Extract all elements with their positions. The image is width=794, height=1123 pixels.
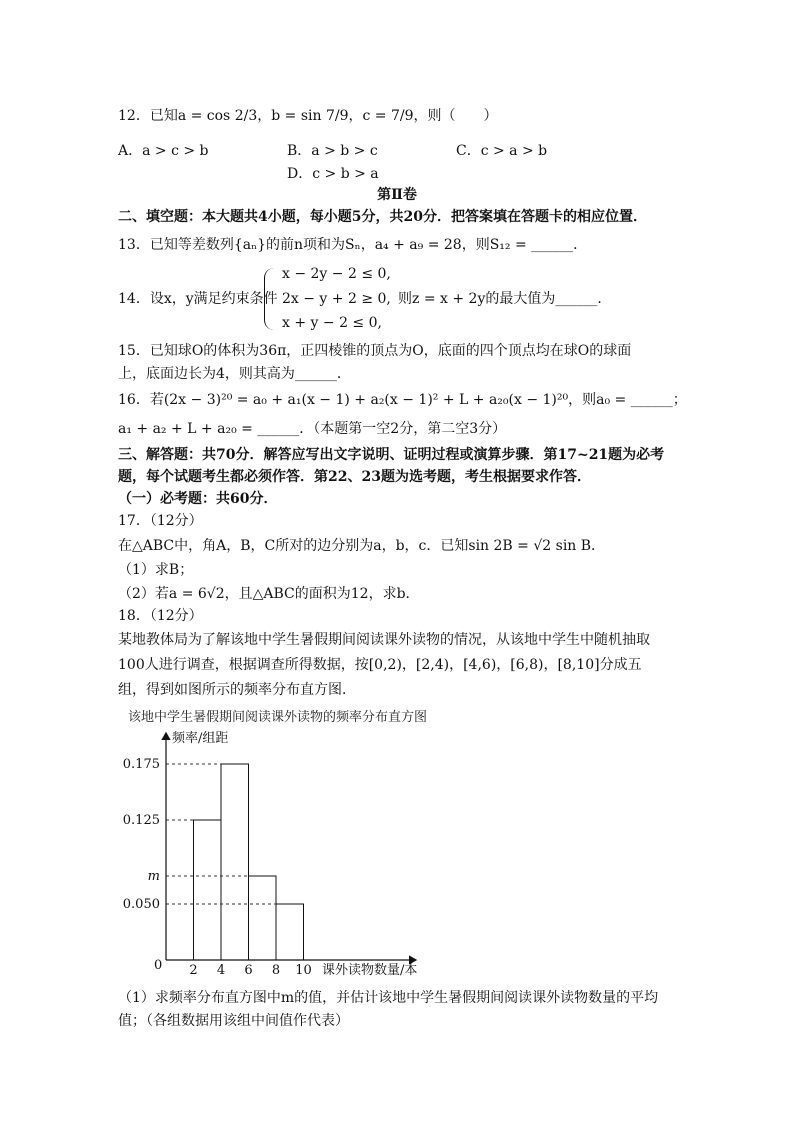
frequency-histogram [118,725,438,980]
part2-title: 第Ⅱ卷 [377,187,417,203]
q12-option-d: D．c > b > a [287,166,379,182]
histogram-bar [194,820,222,960]
y-tick-label: 0.175 [122,757,160,772]
histogram-bar [276,904,304,960]
histogram-bar [221,764,249,960]
x-axis-label: 课外读物数量/本 [322,963,418,978]
q16-line1: 16．若(2x − 3)²⁰ = a₀ + a₁(x − 1) + a₂(x − 1)² + L + a₂₀(x − 1)²⁰，则a₀ = ______； [118,392,687,408]
q18-line1: 某地教体局为了解该地中学生暑假期间阅读课外读物的情况，从该地中学生中随机抽取 [118,632,650,648]
q18-line3: 组，得到如图所示的频率分布直方图． [118,682,356,698]
q12-option-c: C．c > a > b [456,143,548,159]
fill-section-header: 二、填空题：本大题共4小题，每小题5分，共20分．把答案填在答题卡的相应位置． [118,209,647,225]
x-tick-label: 4 [216,963,226,978]
q18-title: 18．（12分） [118,608,203,624]
origin-label: 0 [154,958,163,973]
q18-line2: 100人进行调查，根据调查所得数据，按[0,2)，[2,4)，[4,6)，[6,8)，[8,10]分成五 [118,657,642,673]
q14-constraint-1: x − 2y − 2 ≤ 0, [282,266,391,282]
q17-part1: （1）求B； [118,562,194,578]
q14-constraint-3: x + y − 2 ≤ 0, [282,315,382,331]
q17-part2: （2）若a = 6√2，且△ABC的面积为12，求b． [118,586,420,602]
q14-constraint-2: 2x − y + 2 ≥ 0, [282,291,391,307]
q12-stem: 12．已知a = cos 2/3，b = sin 7/9，c = 7/9，则（ ） [118,108,498,124]
q17-title: 17．（12分） [118,513,203,529]
q14-brace [264,268,279,330]
x-tick-label: 10 [295,963,312,978]
y-tick-label: 0.125 [122,813,160,828]
x-tick-label: 8 [271,963,281,978]
q14-tail: 则z = x + 2y的最大值为______． [398,291,612,307]
y-tick-label: 0.050 [122,897,160,912]
chart-title: 该地中学生暑假期间阅读课外读物的频率分布直方图 [128,710,428,725]
y-tick-label: m [147,869,160,884]
y-axis-label: 频率/组距 [172,731,229,746]
q15-line2: 上，底面边长为4，则其高为______． [118,366,351,382]
q12-option-a: A．a > c > b [118,143,209,159]
histogram-bar [249,876,277,960]
q18-part1-line2: 值；（各组数据用该组中间值作代表） [118,1013,349,1029]
q16-line2: a₁ + a₂ + L + a₂₀ = ______．（本题第一空2分，第二空3分） [118,421,507,437]
x-tick-label: 6 [244,963,253,978]
solve-section-header-line2: 题，每个试题考生都必须作答．第22、23题为选考题，考生根据要求作答． [118,469,591,485]
q12-option-b: B．a > b > c [287,143,378,159]
q13: 13．已知等差数列{aₙ}的前n项和为Sₙ，a₄ + a₉ = 28，则S₁₂ = ______． [118,237,588,253]
q17-stem: 在△ABC中，角A，B，C所对的边分别为a，b，c．已知sin 2B = √2 sin B． [118,538,606,554]
q18-part1-line1: （1）求频率分布直方图中m的值，并估计该地中学生暑假期间阅读课外读物数量的平均 [118,990,659,1006]
required-questions-header: （一）必考题：共60分． [118,491,278,507]
solve-section-header-line1: 三、解答题：共70分．解答应写出文字说明、证明过程或演算步骤．第17~21题为必考 [118,447,665,463]
q14-lead: 14．设x，y满足约束条件 [118,291,278,307]
q15-line1: 15．已知球O的体积为36π，正四棱锥的顶点为O，底面的四个顶点均在球O的球面 [118,343,632,359]
x-tick-label: 2 [189,963,198,978]
